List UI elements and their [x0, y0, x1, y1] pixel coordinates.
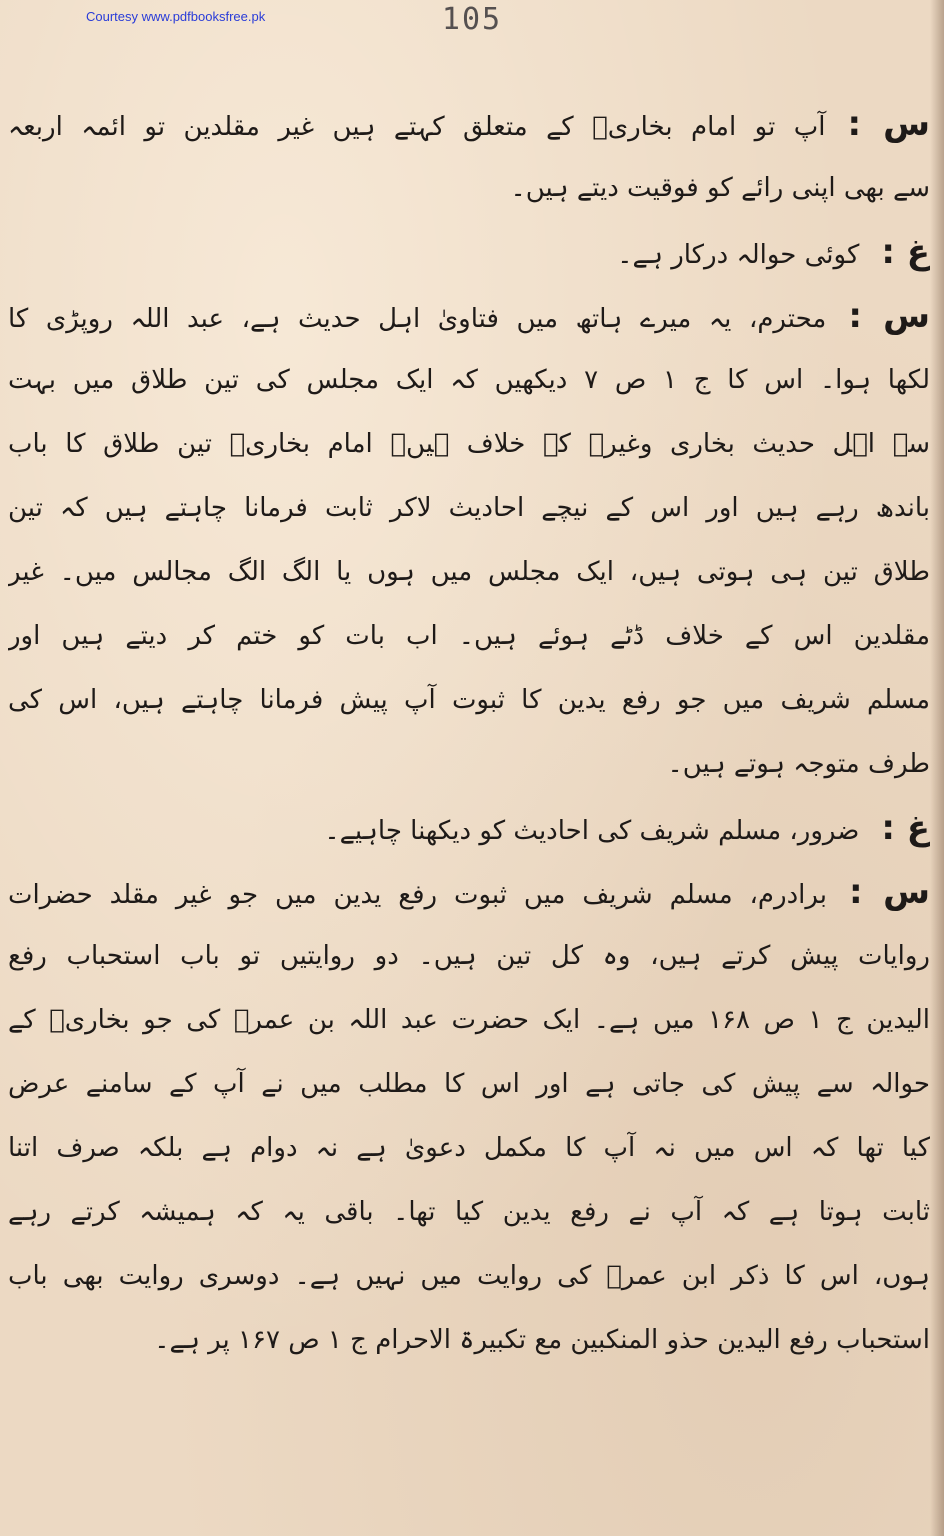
text-line — [8, 860, 930, 924]
line-text: طرف متوجہ ہوتے ہیں۔ — [667, 749, 930, 779]
line-text: محترم، یہ میرے ہاتھ میں فتاویٰ اہل حدیث ہے، عبد اللہ روپڑی کا — [8, 304, 827, 334]
line-text: استحباب رفع الیدین حذو المنکبین مع تکبیرۃ الاحرام ج ۱ ص ۱۶۷ پر ہے۔ — [154, 1325, 930, 1355]
line-text: باندھ رہے ہیں اور اس کے نیچے احادیث لاکر ثابت فرمانا چاہتے ہیں کہ تین — [8, 493, 930, 523]
line-text: الیدین ج ۱ ص ۱۶۸ میں ہے۔ ایک حضرت عبد اللہ بن عمرؓ کی جو بخاریؒ کے — [8, 1005, 930, 1035]
courtesy-watermark[interactable]: Courtesy www.pdfbooksfree.pk — [86, 9, 266, 24]
text-line — [8, 156, 930, 220]
text-line — [8, 1244, 930, 1308]
line-text: لکھا ہوا۔ اس کا ج ۱ ص ۷ دیکھیں کہ ایک مجلس کی تین طلاق میں بہت — [8, 365, 930, 395]
text-line — [8, 924, 930, 988]
line-text: روایات پیش کرتے ہیں، وہ کل تین ہیں۔ دو روایتیں تو باب استحباب رفع — [8, 941, 930, 971]
text-line — [8, 668, 930, 732]
speaker-marker: غ : — [881, 232, 930, 272]
text-line — [8, 1116, 930, 1180]
text-line — [8, 92, 930, 156]
page-number: 105 — [441, 2, 503, 37]
line-text: سے اہل حدیث بخاری وغیرہ کے خلاف ہیں۔ امام بخاریؒ تین طلاق کا باب — [8, 429, 930, 459]
text-line — [8, 732, 930, 796]
text-line — [8, 284, 930, 348]
line-text: حوالہ سے پیش کی جاتی ہے اور اس کا مطلب میں نے آپ کے سامنے عرض — [8, 1069, 930, 1099]
text-line — [8, 1308, 930, 1372]
line-text: مقلدین اس کے خلاف ڈٹے ہوئے ہیں۔ اب بات کو ختم کر دیتے ہیں اور — [8, 621, 930, 651]
text-line — [8, 988, 930, 1052]
line-text: کوئی حوالہ درکار ہے۔ — [617, 240, 860, 270]
page-body — [8, 92, 930, 1372]
line-text: ثابت ہوتا ہے کہ آپ نے رفع یدین کیا تھا۔ باقی یہ کہ ہمیشہ کرتے رہے — [8, 1197, 930, 1227]
line-text: آپ تو امام بخاریؒ کے متعلق کہتے ہیں غیر مقلدین تو ائمہ اربعہ — [8, 112, 826, 142]
line-text: ہوں، اس کا ذکر ابن عمرؓ کی روایت میں نہیں ہے۔ دوسری روایت بھی باب — [8, 1261, 930, 1291]
line-text: طلاق تین ہی ہوتی ہیں، ایک مجلس میں ہوں یا الگ الگ مجالس میں۔ غیر — [8, 557, 930, 587]
line-text: مسلم شریف میں جو رفع یدین کا ثبوت آپ پیش فرمانا چاہتے ہیں، اس کی — [8, 685, 930, 715]
page-edge-shadow — [930, 0, 944, 1536]
text-line — [8, 796, 930, 860]
text-line — [8, 348, 930, 412]
text-line — [8, 476, 930, 540]
speaker-marker: س : — [848, 296, 930, 336]
text-line — [8, 412, 930, 476]
speaker-marker: س : — [848, 872, 930, 912]
text-line — [8, 1052, 930, 1116]
line-text: ضرور، مسلم شریف کی احادیث کو دیکھنا چاہیے۔ — [324, 816, 860, 846]
text-line — [8, 540, 930, 604]
text-line — [8, 1180, 930, 1244]
speaker-marker: س : — [847, 104, 930, 144]
line-text: کیا تھا کہ اس میں نہ آپ کا مکمل دعویٰ ہے نہ دوام ہے بلکہ صرف اتنا — [8, 1133, 930, 1163]
line-text: برادرم، مسلم شریف میں ثبوت رفع یدین میں جو غیر مقلد حضرات — [8, 880, 827, 910]
text-line — [8, 220, 930, 284]
line-text: سے بھی اپنی رائے کو فوقیت دیتے ہیں۔ — [510, 173, 930, 203]
speaker-marker: غ : — [881, 808, 930, 848]
text-line — [8, 604, 930, 668]
